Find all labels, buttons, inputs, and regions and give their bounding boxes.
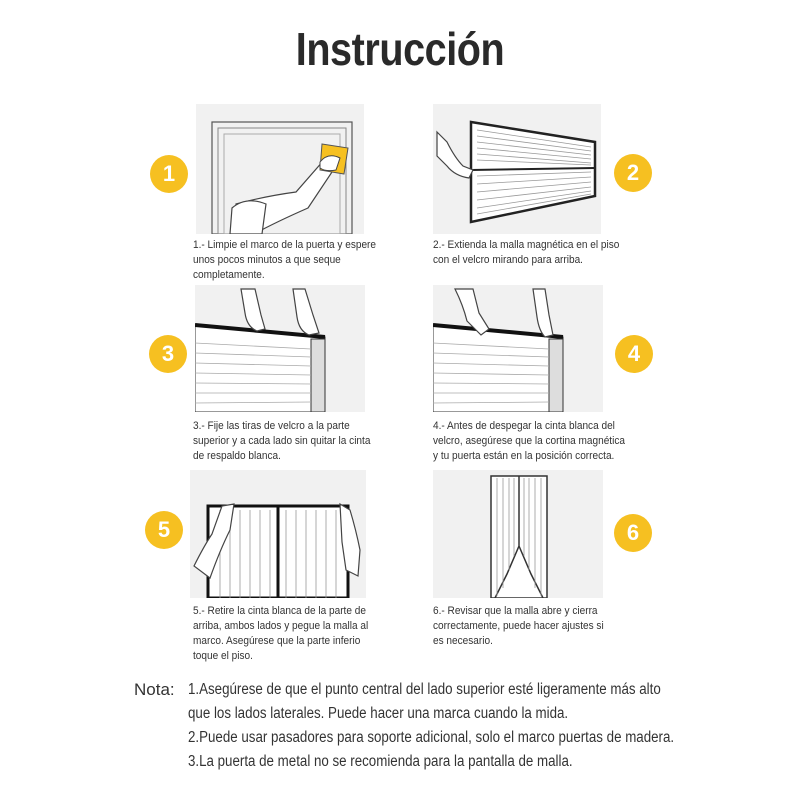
step-1-illustration <box>196 104 364 234</box>
step-3-illustration <box>195 285 365 412</box>
step-1-badge: 1 <box>150 155 188 193</box>
step-1-caption: 1.- Limpie el marco de la puerta y espere unos pocos minutos a que seque completamente. <box>193 239 377 281</box>
step-6-badge: 6 <box>614 514 652 552</box>
step-3-badge: 3 <box>149 335 187 373</box>
note-line-2: que los lados laterales. Puede hacer una marca cuando la mida. <box>188 705 569 722</box>
step-4-badge: 4 <box>615 335 653 373</box>
step-2-caption: 2.- Extienda la malla magnética en el piso con el velcro mirando para arriba. <box>433 239 620 266</box>
note-line-1: 1.Asegúrese de que el punto central del lado superior esté ligeramente más alto <box>188 681 661 698</box>
notes-label: Nota: <box>134 680 175 699</box>
note-line-3: 2.Puede usar pasadores para soporte adicional, solo el marco puertas de madera. <box>188 729 675 746</box>
step-5-badge: 5 <box>145 511 183 549</box>
step-2-badge: 2 <box>614 154 652 192</box>
step-2-illustration <box>433 104 601 234</box>
page-title: Instrucción <box>295 23 505 75</box>
step-6-illustration <box>433 470 603 598</box>
step-5-illustration <box>190 470 366 598</box>
step-4-caption: 4.- Antes de despegar la cinta blanca del velcro, asegúrese que la cortina magnética y tu puerta están en la posición correcta. <box>433 420 625 462</box>
step-3-caption: 3.- Fije las tiras de velcro a la parte superior y a cada lado sin quitar la cinta de respaldo blanca. <box>193 420 371 462</box>
step-6-caption: 6.- Revisar que la malla abre y cierra correctamente, puede hacer ajustes si es necesario. <box>433 605 604 647</box>
step-4-illustration <box>433 285 603 412</box>
step-5-caption: 5.- Retire la cinta blanca de la parte de arriba, ambos lados y pegue la malla al marco. Asegúrese que la parte inferio toque el piso. <box>193 605 369 662</box>
note-line-4: 3.La puerta de metal no se recomienda para la pantalla de malla. <box>188 753 573 770</box>
